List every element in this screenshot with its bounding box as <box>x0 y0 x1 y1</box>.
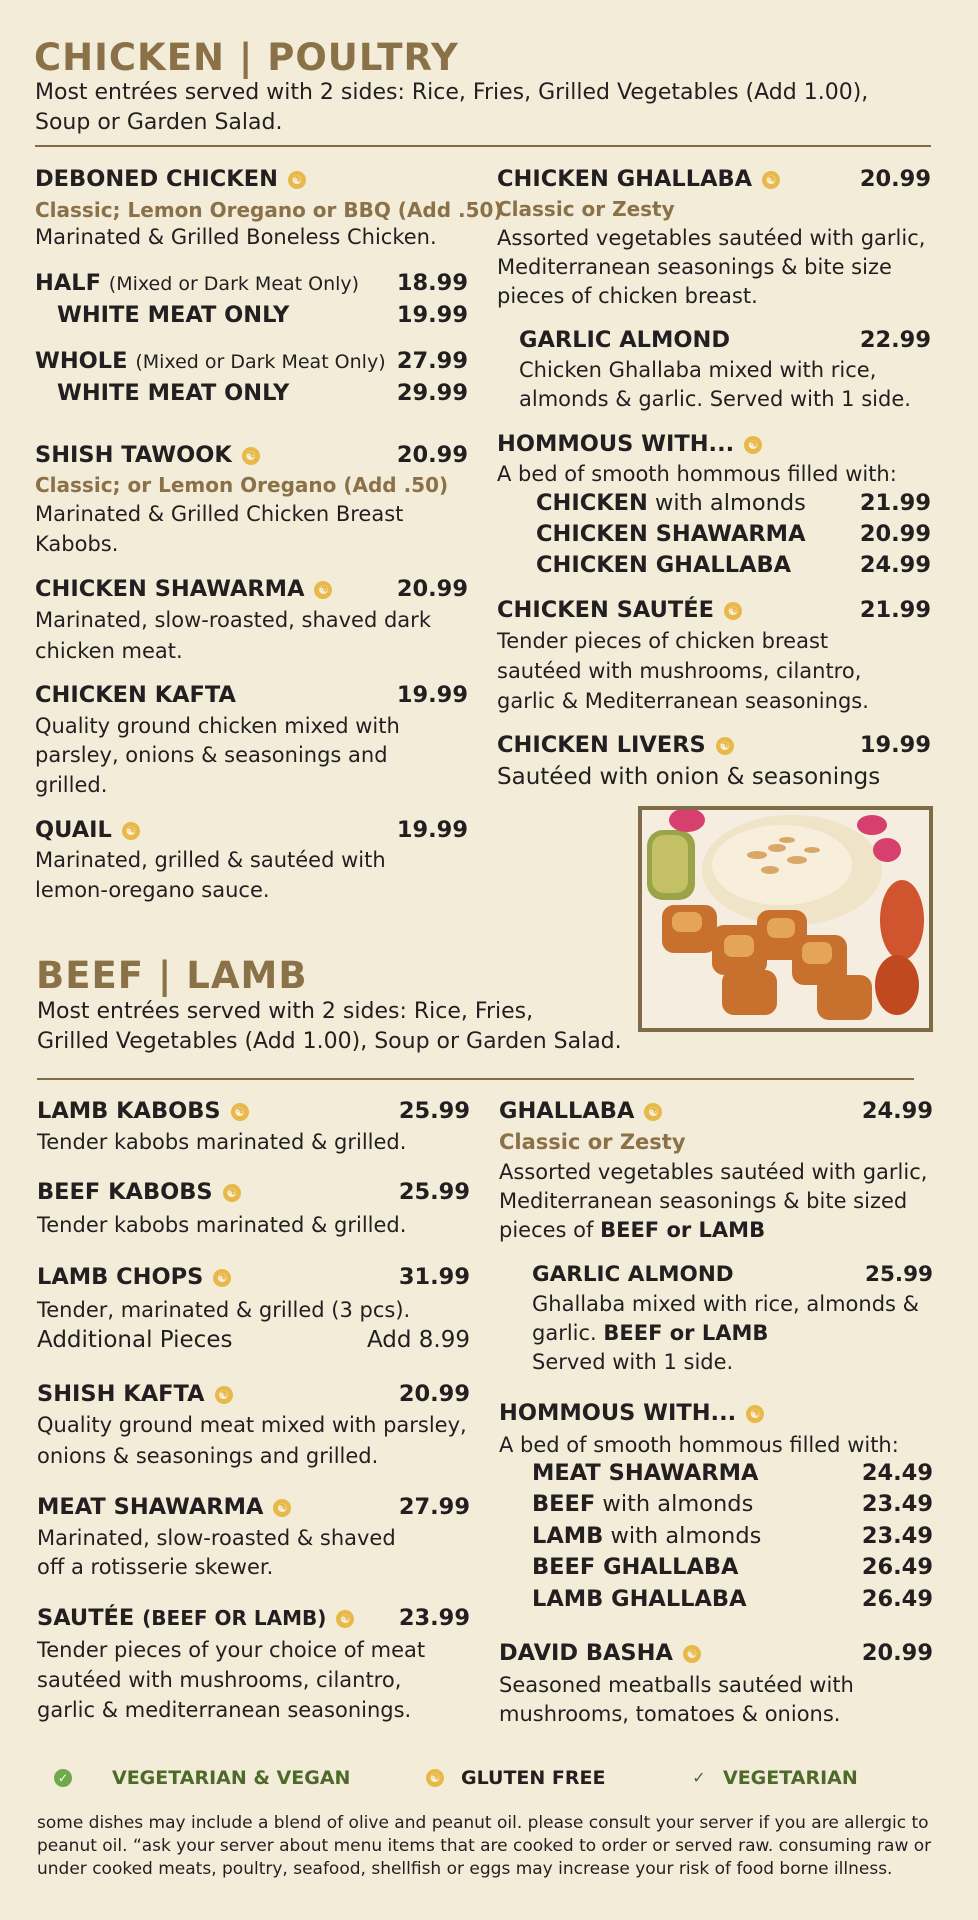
beef-hommous-price-1: 24.49 <box>861 1460 933 1486</box>
chicken-ghallaba-item <box>497 166 780 192</box>
shish-kafta-name: SHISH KAFTA <box>37 1381 205 1407</box>
beef-ghallaba-item <box>499 1098 662 1124</box>
gluten-free-icon: ☯ <box>314 581 332 599</box>
chicken-ghallaba-desc2: Mediterranean seasonings & bite size <box>497 255 892 279</box>
beef-ghallaba-price: 24.99 <box>861 1098 933 1124</box>
shish-tawook-desc1: Marinated & Grilled Chicken Breast <box>35 502 404 526</box>
beef-kabobs-name: BEEF KABOBS <box>37 1179 213 1205</box>
option-3-main: LAMB <box>532 1523 604 1549</box>
chicken-kafta-desc1: Quality ground chicken mixed with <box>35 714 400 738</box>
meat-shawarma-desc1: Marinated, slow-roasted & shaved <box>37 1526 396 1550</box>
option-2-rest: with almonds <box>595 1491 754 1517</box>
food-photo <box>638 806 933 1032</box>
beef-hommous-item <box>499 1400 764 1426</box>
chicken-saute-desc2: sautéed with mushrooms, cilantro, <box>497 659 862 683</box>
david-basha-desc2: mushrooms, tomatoes & onions. <box>499 1702 841 1726</box>
allergy-note-line3: under cooked meats, poultry, seafood, shellfish or eggs may increase your risk of food borne illness. <box>37 1859 893 1879</box>
chicken-hommous-option-2: CHICKEN SHAWARMA <box>536 521 806 547</box>
beef-saute-desc2: sautéed with mushrooms, cilantro, <box>37 1668 402 1692</box>
chicken-hommous-desc: A bed of smooth hommous filled with: <box>497 462 897 486</box>
deboned-chicken-desc: Marinated & Grilled Boneless Chicken. <box>35 225 437 249</box>
gluten-free-icon: ☯ <box>644 1103 662 1121</box>
lamb-kabobs-item <box>37 1098 249 1124</box>
chicken-saute-price: 21.99 <box>859 597 931 623</box>
chicken-hommous-price-2: 20.99 <box>859 521 931 547</box>
whole-price: 27.99 <box>396 348 468 374</box>
legend-gluten-free <box>426 1767 444 1787</box>
desc3-text: pieces of <box>499 1218 601 1242</box>
lamb-chops-desc: Tender, marinated & grilled (3 pcs). <box>37 1298 411 1322</box>
beef-hommous-price-3: 23.49 <box>861 1523 933 1549</box>
beef-ghallaba-desc1: Assorted vegetables sautéed with garlic, <box>499 1160 928 1184</box>
chicken-ghallaba-desc1: Assorted vegetables sautéed with garlic, <box>497 226 926 250</box>
legend-vegan <box>54 1767 72 1787</box>
section-title-beef: BEEF | LAMB <box>36 954 308 997</box>
beef-kabobs-item <box>37 1179 241 1205</box>
gluten-free-icon: ☯ <box>288 171 306 189</box>
chicken-kafta-price: 19.99 <box>396 682 468 708</box>
gluten-free-icon: ☯ <box>683 1645 701 1663</box>
legend-vegetarian-label: VEGETARIAN <box>723 1767 858 1789</box>
gluten-free-icon: ☯ <box>231 1103 249 1121</box>
chicken-divider <box>35 145 931 147</box>
chicken-saute-desc1: Tender pieces of chicken breast <box>497 629 829 653</box>
section-title-chicken: CHICKEN | POULTRY <box>34 36 459 79</box>
chicken-shawarma-name: CHICKEN SHAWARMA <box>35 576 305 602</box>
lamb-kabobs-name: LAMB KABOBS <box>37 1098 221 1124</box>
lamb-chops-price: 31.99 <box>398 1264 470 1290</box>
gluten-free-icon: ☯ <box>762 171 780 189</box>
beef-hommous-price-5: 26.49 <box>861 1586 933 1612</box>
shish-tawook-desc2: Kabobs. <box>35 532 119 556</box>
beef-hommous-option-2 <box>532 1491 753 1517</box>
lamb-chops-extra-price: Add 8.99 <box>366 1327 470 1353</box>
gluten-free-icon: ☯ <box>273 1499 291 1517</box>
beef-divider <box>37 1078 914 1080</box>
chicken-shawarma-item <box>35 576 332 602</box>
shish-kafta-desc1: Quality ground meat mixed with parsley, <box>37 1413 467 1437</box>
beef-saute-price: 23.99 <box>398 1605 470 1631</box>
gluten-free-icon: ☯ <box>426 1769 444 1787</box>
meat-shawarma-price: 27.99 <box>398 1494 470 1520</box>
beef-hommous-option-4: BEEF GHALLABA <box>532 1554 739 1580</box>
legend-gluten-free-label: GLUTEN FREE <box>461 1767 606 1789</box>
gluten-free-icon: ☯ <box>744 436 762 454</box>
beef-hommous-name: HOMMOUS WITH... <box>499 1400 737 1426</box>
whole-note: (Mixed or Dark Meat Only) <box>135 351 386 373</box>
shish-tawook-item <box>35 442 260 468</box>
meat-shawarma-item <box>37 1494 291 1520</box>
shish-kafta-desc2: onions & seasonings and grilled. <box>37 1444 379 1468</box>
beef-kabobs-price: 25.99 <box>398 1179 470 1205</box>
shish-tawook-name: SHISH TAWOOK <box>35 442 232 468</box>
chicken-ghallaba-desc3: pieces of chicken breast. <box>497 284 758 308</box>
lamb-kabobs-desc: Tender kabobs marinated & grilled. <box>37 1130 407 1154</box>
chicken-shawarma-desc1: Marinated, slow-roasted, shaved dark <box>35 608 431 632</box>
chicken-hommous-item <box>497 431 762 457</box>
lamb-chops-item <box>37 1264 231 1290</box>
gluten-free-icon: ☯ <box>716 737 734 755</box>
white-meat-2-label: WHITE MEAT ONLY <box>57 380 290 406</box>
beef-saute-name: SAUTÉE <box>37 1605 135 1631</box>
gluten-free-icon: ☯ <box>242 447 260 465</box>
vegan-icon: ✓ <box>54 1769 72 1787</box>
quail-item <box>35 817 140 843</box>
beef-hommous-price-4: 26.49 <box>861 1554 933 1580</box>
gluten-free-icon: ☯ <box>213 1269 231 1287</box>
chicken-livers-price: 19.99 <box>859 732 931 758</box>
chicken-garlic-almond-price: 22.99 <box>859 327 931 353</box>
david-basha-desc1: Seasoned meatballs sautéed with <box>499 1673 854 1697</box>
chicken-hommous-option-1 <box>536 490 806 516</box>
beef-ghallaba-name: GHALLABA <box>499 1098 635 1124</box>
beef-ghallaba-style: Classic or Zesty <box>499 1130 686 1154</box>
gluten-free-icon: ☯ <box>122 822 140 840</box>
beef-garlic-almond-desc2 <box>532 1318 768 1348</box>
whole-chicken-label <box>35 348 386 374</box>
legend-vegetarian <box>690 1767 708 1787</box>
deboned-chicken-name: DEBONED CHICKEN <box>35 166 278 192</box>
chicken-intro-line1: Most entrées served with 2 sides: Rice, Fries, Grilled Vegetables (Add 1.00), <box>35 80 869 105</box>
shish-kafta-price: 20.99 <box>398 1381 470 1407</box>
meat-shawarma-name: MEAT SHAWARMA <box>37 1494 264 1520</box>
chicken-ghallaba-name: CHICKEN GHALLABA <box>497 166 753 192</box>
beef-ghallaba-desc3 <box>499 1215 765 1245</box>
chicken-saute-name: CHICKEN SAUTÉE <box>497 597 714 623</box>
quail-price: 19.99 <box>396 817 468 843</box>
beef-hommous-option-5: LAMB GHALLABA <box>532 1586 747 1612</box>
chicken-hommous-price-3: 24.99 <box>859 552 931 578</box>
david-basha-item <box>499 1640 701 1666</box>
shish-tawook-price: 20.99 <box>396 442 468 468</box>
beef-garlic-almond-desc1: Ghallaba mixed with rice, almonds & <box>532 1292 920 1316</box>
chicken-ghallaba-style: Classic or Zesty <box>497 197 675 221</box>
chicken-plate-image <box>642 810 929 1028</box>
desc2-text: garlic. <box>532 1321 604 1345</box>
white-meat-1-price: 19.99 <box>396 302 468 328</box>
quail-desc1: Marinated, grilled & sautéed with <box>35 848 386 872</box>
gluten-free-icon: ☯ <box>215 1386 233 1404</box>
whole-label: WHOLE <box>35 348 128 374</box>
half-label: HALF <box>35 270 101 296</box>
beef-saute-item <box>37 1605 354 1631</box>
beef-saute-desc1: Tender pieces of your choice of meat <box>37 1638 426 1662</box>
half-price: 18.99 <box>396 270 468 296</box>
beef-hommous-option-1: MEAT SHAWARMA <box>532 1460 759 1486</box>
option-1-main: CHICKEN <box>536 490 648 516</box>
white-meat-2-price: 29.99 <box>396 380 468 406</box>
chicken-hommous-option-3: CHICKEN GHALLABA <box>536 552 792 578</box>
option-1-rest: with almonds <box>647 490 806 516</box>
chicken-ghallaba-price: 20.99 <box>859 166 931 192</box>
david-basha-price: 20.99 <box>861 1640 933 1666</box>
beef-saute-desc3: garlic & mediterranean seasonings. <box>37 1698 412 1722</box>
beef-garlic-almond-desc3: Served with 1 side. <box>532 1350 734 1374</box>
deboned-chicken-style: Classic; Lemon Oregano or BBQ (Add .50) <box>35 198 503 222</box>
allergy-note-line2: peanut oil. “ask your server about menu items that are cooked to order or served raw. consuming raw or <box>37 1836 932 1856</box>
chicken-intro-line2: Soup or Garden Salad. <box>35 110 283 135</box>
beef-garlic-almond-price: 25.99 <box>864 1262 933 1287</box>
shish-tawook-style: Classic; or Lemon Oregano (Add .50) <box>35 473 449 497</box>
chicken-kafta-desc2: parsley, onions & seasonings and <box>35 743 388 767</box>
chicken-hommous-name: HOMMOUS WITH... <box>497 431 735 457</box>
gluten-free-icon: ☯ <box>724 602 742 620</box>
chicken-garlic-almond-name: GARLIC ALMOND <box>519 327 731 353</box>
beef-saute-note: (BEEF OR LAMB) <box>142 1606 327 1630</box>
chicken-livers-name: CHICKEN LIVERS <box>497 732 706 758</box>
beef-intro-line1: Most entrées served with 2 sides: Rice, Fries, <box>37 999 534 1024</box>
chicken-garlic-almond-desc1: Chicken Ghallaba mixed with rice, <box>519 358 877 382</box>
chicken-livers-item <box>497 732 734 758</box>
chicken-shawarma-desc2: chicken meat. <box>35 639 183 663</box>
beef-hommous-option-3 <box>532 1523 761 1549</box>
david-basha-name: DAVID BASHA <box>499 1640 673 1666</box>
beef-ghallaba-desc2: Mediterranean seasonings & bite sized <box>499 1189 908 1213</box>
allergy-note-line1: some dishes may include a blend of olive and peanut oil. please consult your server if you are allergic to <box>37 1813 929 1833</box>
half-chicken-label <box>35 270 359 296</box>
option-2-main: BEEF <box>532 1491 596 1517</box>
beef-kabobs-desc: Tender kabobs marinated & grilled. <box>37 1213 407 1237</box>
vegetarian-icon: ✓ <box>692 1767 706 1787</box>
chicken-kafta-name: CHICKEN KAFTA <box>35 682 236 708</box>
desc3-bold: BEEF or LAMB <box>600 1218 766 1242</box>
quail-desc2: lemon-oregano sauce. <box>35 878 270 902</box>
chicken-saute-desc3: garlic & Mediterranean seasonings. <box>497 689 869 713</box>
desc2-bold: BEEF or LAMB <box>603 1321 769 1345</box>
half-note: (Mixed or Dark Meat Only) <box>108 273 360 295</box>
beef-hommous-price-2: 23.49 <box>861 1491 933 1517</box>
gluten-free-icon: ☯ <box>223 1184 241 1202</box>
lamb-chops-extra: Additional Pieces <box>37 1327 233 1353</box>
gluten-free-icon: ☯ <box>336 1610 354 1628</box>
white-meat-1-label: WHITE MEAT ONLY <box>57 302 290 328</box>
beef-intro-line2: Grilled Vegetables (Add 1.00), Soup or Garden Salad. <box>37 1029 622 1054</box>
beef-hommous-desc: A bed of smooth hommous filled with: <box>499 1433 899 1457</box>
lamb-kabobs-price: 25.99 <box>398 1098 470 1124</box>
beef-garlic-almond-name: GARLIC ALMOND <box>532 1262 734 1287</box>
chicken-hommous-price-1: 21.99 <box>859 490 931 516</box>
gluten-free-icon: ☯ <box>746 1405 764 1423</box>
quail-name: QUAIL <box>35 817 112 843</box>
chicken-livers-desc: Sautéed with onion & seasonings <box>497 764 881 790</box>
option-3-rest: with almonds <box>603 1523 762 1549</box>
chicken-kafta-desc3: grilled. <box>35 773 108 797</box>
chicken-garlic-almond-desc2: almonds & garlic. Served with 1 side. <box>519 387 911 411</box>
chicken-shawarma-price: 20.99 <box>396 576 468 602</box>
legend-vegan-label: VEGETARIAN & VEGAN <box>112 1767 351 1789</box>
deboned-chicken-item <box>35 166 306 192</box>
meat-shawarma-desc2: off a rotisserie skewer. <box>37 1555 274 1579</box>
lamb-chops-name: LAMB CHOPS <box>37 1264 204 1290</box>
chicken-saute-item <box>497 597 742 623</box>
shish-kafta-item <box>37 1381 233 1407</box>
